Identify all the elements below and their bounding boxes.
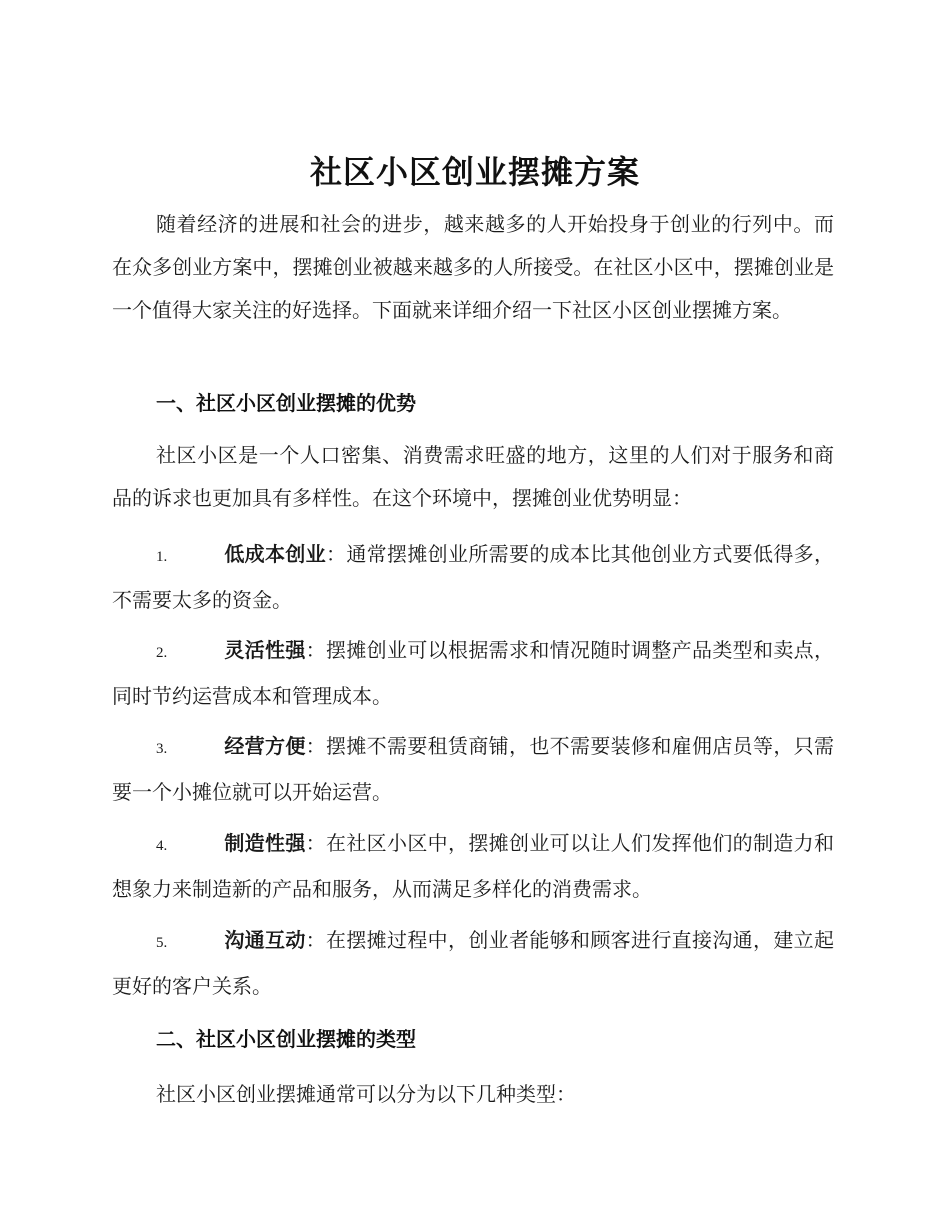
advantage-item-5 bbox=[112, 919, 834, 1008]
advantage-term: 制造性强 bbox=[224, 831, 306, 855]
section-2-lead: 社区小区创业摆摊通常可以分为以下几种类型： bbox=[156, 1082, 576, 1106]
advantage-term: 经营方便 bbox=[224, 734, 306, 758]
list-number: 4. bbox=[156, 838, 168, 854]
advantage-item-4 bbox=[112, 822, 834, 911]
list-number: 1. bbox=[156, 549, 168, 565]
advantage-term: 低成本创业 bbox=[224, 542, 326, 566]
advantage-text: ：在摆摊过程中，创业者能够和顾客进行直接沟通，建立起更好的客户关系。 bbox=[112, 928, 835, 998]
section-2-heading: 二、社区小区创业摆摊的类型 bbox=[156, 1027, 416, 1051]
list-number: 3. bbox=[156, 741, 168, 757]
advantage-text: ：通常摆摊创业所需要的成本比其他创业方式要低得多，不需要太多的资金。 bbox=[112, 542, 834, 612]
advantage-item-2 bbox=[112, 629, 834, 718]
advantage-text: ：摆摊创业可以根据需求和情况随时调整产品类型和卖点，同时节约运营成本和管理成本。 bbox=[112, 638, 835, 708]
document-title: 社区小区创业摆摊方案 bbox=[309, 153, 640, 191]
section-1-lead: 社区小区是一个人口密集、消费需求旺盛的地方，这里的人们对于服务和商品的诉求也更加具有多样性。在这个环境中，摆摊创业优势明显： bbox=[112, 443, 834, 510]
intro-paragraph: 随着经济的进展和社会的进步，越来越多的人开始投身于创业的行列中。而在众多创业方案中，摆摊创业被越来越多的人所接受。在社区小区中，摆摊创业是一个值得大家关注的好选择。下面就来详细介绍一下社区小区创业摆摊方案。 bbox=[112, 212, 834, 322]
advantage-term: 灵活性强 bbox=[224, 638, 306, 662]
list-number: 5. bbox=[156, 935, 168, 951]
advantage-text: ：在社区小区中，摆摊创业可以让人们发挥他们的制造力和想象力来制造新的产品和服务，从而满足多样化的消费需求。 bbox=[112, 831, 835, 901]
advantage-term: 沟通互动 bbox=[224, 928, 306, 952]
list-number: 2. bbox=[156, 645, 168, 661]
advantage-item-1 bbox=[112, 533, 834, 622]
advantage-text: ：摆摊不需要租赁商铺，也不需要装修和雇佣店员等，只需要一个小摊位就可以开始运营。 bbox=[112, 734, 835, 804]
advantage-item-3 bbox=[112, 725, 834, 814]
section-1-heading: 一、社区小区创业摆摊的优势 bbox=[156, 391, 416, 415]
